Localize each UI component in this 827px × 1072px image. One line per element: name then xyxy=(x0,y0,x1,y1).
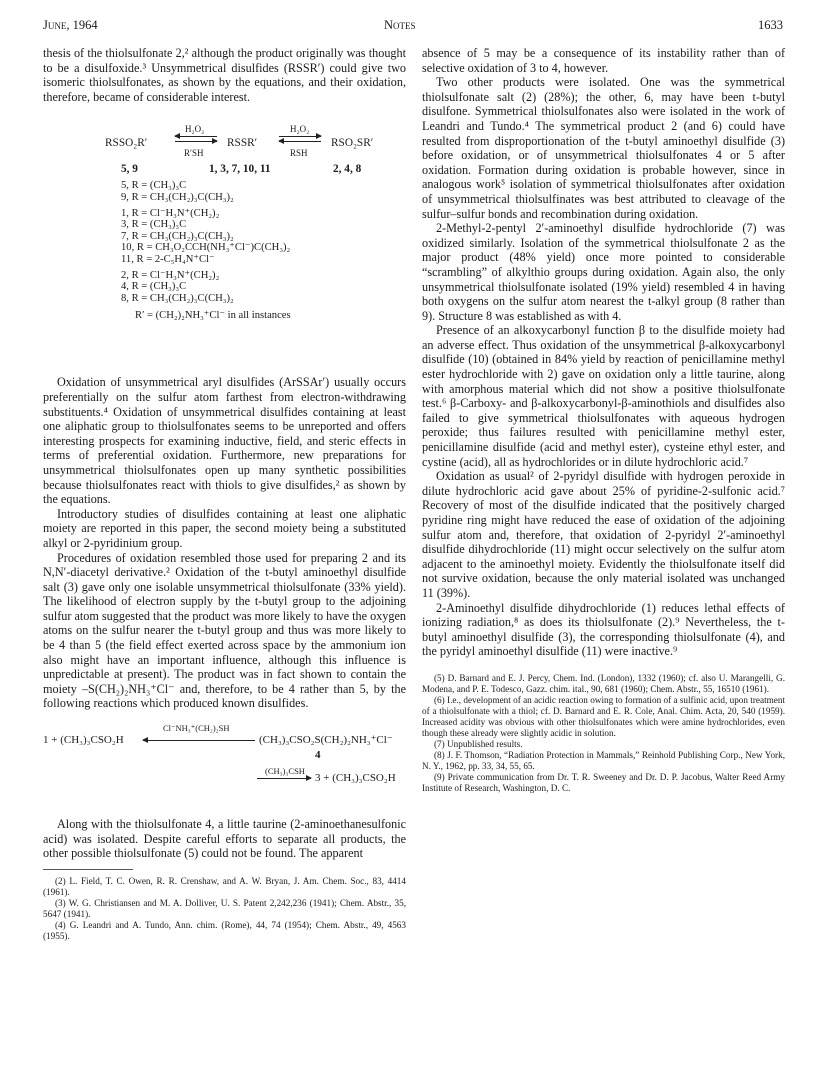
scheme-formula-right: RSO₂SR′ xyxy=(331,137,374,150)
right-column xyxy=(422,46,785,794)
footnote: (6) I.e., development of an acidic reaction owing to formation of a sulfinic acid, upon treatment of a thiolsulfonate with a thiol; cf. D. Barnard and E. R. Cole, Anal. Chim. Acta, 20, 540 (1959). Increased acidity was obvious with other thiolsulfonates which were amine hydrochlorides, even though these already were slightly acidic in solution. xyxy=(422,694,785,738)
reaction-arrow-1 xyxy=(143,740,255,741)
paragraph: thesis of the thiolsulfonate 2,² although the product originally was thought to be a disulfoxide.³ Unsymmetrical disulfides (RSSR′) could give two isomeric thiolsulfonates, as shown by the equations, and their oxidation, therefore, became of considerable interest. xyxy=(43,46,406,104)
footnote: (5) D. Barnard and E. J. Percy, Chem. Ind. (London), 1332 (1960); cf. also U. Marangelli, G. Modena, and P. E. Todesco, Gazz. chim. ital., 90, 681 (1960); Chem. Abstr., 55, 16510 (1961). xyxy=(422,672,785,694)
footnote: (4) G. Leandri and A. Tundo, Ann. chim. (Rome), 44, 74 (1954); Chem. Abstr., 49, 4563 (1955). xyxy=(43,919,406,941)
definition: 8, R = CH₃(CH₂)₃C(CH₃)₂ xyxy=(121,292,234,304)
left-column xyxy=(43,46,406,942)
definition: 5, R = (CH₃)₃C xyxy=(121,180,187,192)
page-number: 1633 xyxy=(758,18,783,32)
reaction-reagent-top: Cl⁻NH₃⁺(CH₂)₂SH xyxy=(163,723,230,734)
definition: 11, R = 2-C₅H₄N⁺Cl⁻ xyxy=(121,253,215,265)
footnotes xyxy=(422,673,785,794)
footnote: (2) L. Field, T. C. Owen, R. R. Crenshaw, and A. W. Bryan, J. Am. Chem. Soc., 83, 4414 (1961). xyxy=(43,875,406,897)
scheme-formula-left: RSSO₂R′ xyxy=(105,137,148,150)
footnotes xyxy=(43,876,406,942)
reaction-left-side: 1 + (CH₃)₃CSO₂H xyxy=(43,734,124,747)
footnote-rule xyxy=(43,869,133,870)
definition: 4, R = (CH₃)₃C xyxy=(121,281,187,293)
paragraph: 2-Methyl-2-pentyl 2′-aminoethyl disulfide hydrochloride (7) was oxidized similarly. Isolation of the symmetrical thiolsulfonate 2 as the major product (48% yield) once more pointed to considerable “scrambling” of alkylthio groups during oxidation. Again also, the only unsymmetrical thiolsulfonate isolated (19% yield) resembled 4 in having both oxygens on the sulfur atom nearest the t-alkyl group (8 rather than 9). Structure 8 was established as with 4. xyxy=(422,221,785,323)
paragraph: absence of 5 may be a consequence of its instability rather than of selective oxidation of 3 to 4, however. xyxy=(422,46,785,75)
definition: 2, R = Cl⁻H₃N⁺(CH₂)₂ xyxy=(121,269,220,281)
scheme-compounds-mid: 1, 3, 7, 10, 11 xyxy=(209,163,271,176)
scheme-arrow2-reverse-reagent: RSH xyxy=(290,148,308,159)
scheme-arrow1-back xyxy=(175,141,217,142)
reaction-reagent-bottom: (CH₃)₃CSH xyxy=(265,766,305,777)
paragraph: Presence of an alkoxycarbonyl function β to the disulfide moiety had an adverse effect. Thus oxidation of the unsymmetrical β-alkoxycarbonyl disulfide (10) (obtained in 84% yield by reaction of penicillamine methyl ester hydrochloride with 2) gave on oxidation only a little taurine, along with amorphous material which did not show a positive thiolsulfonate test.⁶ β-Carboxy- and β-alkoxycarbonyl-β-aminothiols and disulfides also failed to give symmetrical thiolsulfonates with aqueous hydrogen peroxide; thus failures resulted with penicillamine methyl ester, penicillamine disulfide (acid and methyl ester), cysteine ethyl ester, and cystine (acid), all as hydrochlorides or in dilute hydrochloric acid.⁷ xyxy=(422,323,785,469)
definition: 7, R = CH₃(CH₂)₃C(CH₃)₂ xyxy=(121,230,234,242)
reaction-equations xyxy=(43,721,406,799)
reaction-product-number: 4 xyxy=(315,749,321,762)
scheme-arrow2-reagent: H₂O₂ xyxy=(290,124,310,135)
footnote: (3) W. G. Christiansen and M. A. Dolliver, U. S. Patent 2,242,236 (1941); Chem. Abstr., 35, 5647 (1941). xyxy=(43,897,406,919)
paragraph: Oxidation of unsymmetrical aryl disulfides (ArSSAr′) usually occurs preferentially on the sulfur atom farthest from electron-withdrawing substituents.⁴ Oxidation of unsymmetrical disulfides containing at least one aliphatic group to thiolsulfonates seems to be unreported and offers interesting prospects for examining inductive, field, and steric effects in terms of preferential oxidation. Furthermore, new preparations for unsymmetrical thiolsulfonates open up many synthetic possibilities because thiolsulfonates react with thiols to give disulfides,² as shown by the equations. xyxy=(43,375,406,507)
footnote: (9) Private communication from Dr. T. R. Sweeney and Dr. D. P. Jacobus, Walter Reed Army Institute of Research, Washington, D. C. xyxy=(422,771,785,793)
scheme-compounds-right: 2, 4, 8 xyxy=(333,163,362,176)
scheme-arrow1-reverse-reagent: R′SH xyxy=(184,148,204,159)
definition-note: R′ = (CH₂)₂NH₃⁺Cl⁻ in all instances xyxy=(135,310,291,322)
scheme-arrow1-forward xyxy=(175,136,217,137)
running-header-date: June, 1964 xyxy=(43,18,98,32)
definition: 10, R = CH₃O₂CCH(NH₃⁺Cl⁻)C(CH₃)₂ xyxy=(121,242,291,254)
scheme-arrow2-back xyxy=(279,141,321,142)
definition: 1, R = Cl⁻H₃N⁺(CH₂)₂ xyxy=(121,207,220,219)
scheme-formula-mid: RSSR′ xyxy=(227,137,258,150)
definition: 3, R = (CH₃)₃C xyxy=(121,219,187,231)
substituent-definitions xyxy=(121,180,291,322)
reaction-arrow-2 xyxy=(257,778,311,779)
scheme-arrow1-reagent: H₂O₂ xyxy=(185,124,205,135)
paragraph: Along with the thiolsulfonate 4, a little taurine (2-aminoethanesulfonic acid) was isolated. Despite careful efforts to separate all products, the other possible thiolsulfonate (5) could not be found. The apparent xyxy=(43,817,406,861)
reaction-product-bottom: 3 + (CH₃)₃CSO₂H xyxy=(315,772,396,785)
oxidation-scheme xyxy=(43,110,406,365)
paragraph: Procedures of oxidation resembled those used for preparing 2 and its N,N′-diacetyl derivative.² Oxidation of the t-butyl aminoethyl disulfide salt (3) gave only one isolable unsymmetrical thiolsulfonate (33% yield). The likelihood of electron supply by the t-butyl group to the adjoining sulfur atom suggested that the product was more likely to have the oxygen atoms on the sulfur nearer the t-butyl group and thus was more likely to be 4 than 5 (the field effect exerted across space by the ammonium ion also might have an important influence, although this influence is unpredictable at present). The product was in fact shown to contain the moiety –S(CH₂)₂NH₃⁺Cl⁻ and, therefore, to be 4 rather than 5, by the following reactions which produced known disulfides. xyxy=(43,550,406,711)
definition: 9, R = CH₃(CH₂)₃C(CH₃)₂ xyxy=(121,191,234,203)
paragraph: Oxidation as usual² of 2-pyridyl disulfide with hydrogen peroxide in dilute hydrochloric acid gave about 25% of pyridine-2-sulfonic acid.⁷ Recovery of most of the disulfide indicated that the positively charged pyridine ring might have reduced the ease of oxidation of the adjoining sulfur atom and, therefore, that oxidation of 2-pyridyl 2′-aminoethyl disulfide dihydrochloride (11) might occur selectively on the sulfur atom adjacent to the aminoethyl moiety. Evidently the thiolsulfonate itself did not survive oxidation, because the only material isolated was unchanged 11 (39%). xyxy=(422,469,785,600)
running-header-section: Notes xyxy=(384,18,416,32)
paragraph: Two other products were isolated. One was the symmetrical thiolsulfonate salt (2) (28%); the other, 6, may have been t-butyl disulfone. Symmetrical thiolsulfonates also were isolated in the work of Leandri and Tundo.⁴ The symmetrical product 2 (and 6) could have resulted from disproportionation of the t-butyl aminoethyl disulfide (3) before oxidation, or of unsymmetrical thiolsulfonates 4 or 5 after oxidation. Formation during oxidation is probable however, since in analogous work⁵ isolation of symmetrical thiolsulfonates after oxidation of unsymmetrical thiolsulfinates was best attributed to cleavage of the sulfur–sulfur bonds and recombination during oxidation. xyxy=(422,75,785,221)
paragraph: Introductory studies of disulfides containing at least one aliphatic moiety are reported in this paper, the second moiety being a substituted alkyl or 2-pyridinium group. xyxy=(43,506,406,550)
scheme-compounds-left: 5, 9 xyxy=(121,163,138,176)
footnote: (7) Unpublished results. xyxy=(434,738,523,749)
scheme-arrow2-forward xyxy=(279,136,321,137)
reaction-product-top: (CH₃)₃CSO₂S(CH₂)₂NH₃⁺Cl⁻ xyxy=(259,734,393,747)
footnote: (8) J. F. Thomson, “Radiation Protection in Mammals,” Reinhold Publishing Corp., New York, N. Y., 1962, pp. 33, 34, 55, 65. xyxy=(422,749,785,771)
paragraph: 2-Aminoethyl disulfide dihydrochloride (1) reduces lethal effects of ionizing radiation,⁸ as does its thiolsulfonate (2).⁹ Nevertheless, the t-butyl aminoethyl disulfide (3), the corresponding thiolsulfonate (4), and the pyridyl aminoethyl disulfide (11) were inactive.⁹ xyxy=(422,600,785,659)
